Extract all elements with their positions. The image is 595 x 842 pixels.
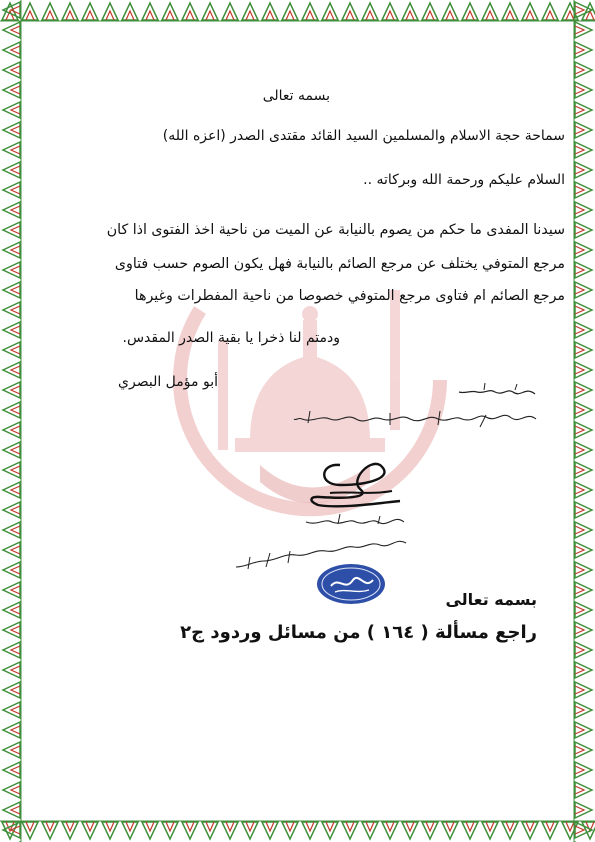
question-line: سيدنا المفدى ما حكم من يصوم بالنيابة عن الميت من ناحية اخذ الفتوى اذا كان — [106, 222, 565, 238]
answer-bismillah: بسمه تعالى — [445, 590, 537, 609]
question-line: مرجع المتوفي يختلف عن مرجع الصائم بالنيابة فهل يكون الصوم حسب فتاوى — [114, 256, 565, 272]
answer-reference: راجع مسألة ( ١٦٤ ) من مسائل وردود ج٢ — [180, 622, 537, 643]
handwritten-bismillah — [455, 380, 540, 402]
border-top — [0, 0, 595, 22]
letter-greeting: السلام عليكم ورحمة الله وبركاته .. — [363, 172, 565, 188]
border-left-pattern — [0, 0, 22, 842]
border-top-pattern — [0, 0, 595, 22]
letter-addressee: سماحة حجة الاسلام والمسلمين السيد القائد مقتدى الصدر (اعزه الله) — [162, 128, 565, 144]
border-bottom — [0, 820, 595, 842]
official-seal-icon — [315, 562, 387, 606]
border-right-pattern — [573, 0, 595, 842]
letter-sender: أبو مؤمل البصري — [118, 374, 218, 390]
question-line: مرجع الصائم ام فتاوى مرجع المتوفي خصوصا من ناحية المفطرات وغيرها — [134, 288, 565, 304]
letter-closing: ودمتم لنا ذخرا يا بقية الصدر المقدس. — [122, 330, 340, 346]
letter-bismillah: بسمه تعالى — [262, 88, 330, 104]
border-left — [0, 0, 22, 842]
border-right — [573, 0, 595, 842]
border-bottom-pattern — [0, 820, 595, 842]
handwritten-reference — [290, 405, 540, 431]
handwritten-name — [300, 510, 410, 532]
signature-icon — [300, 455, 410, 515]
